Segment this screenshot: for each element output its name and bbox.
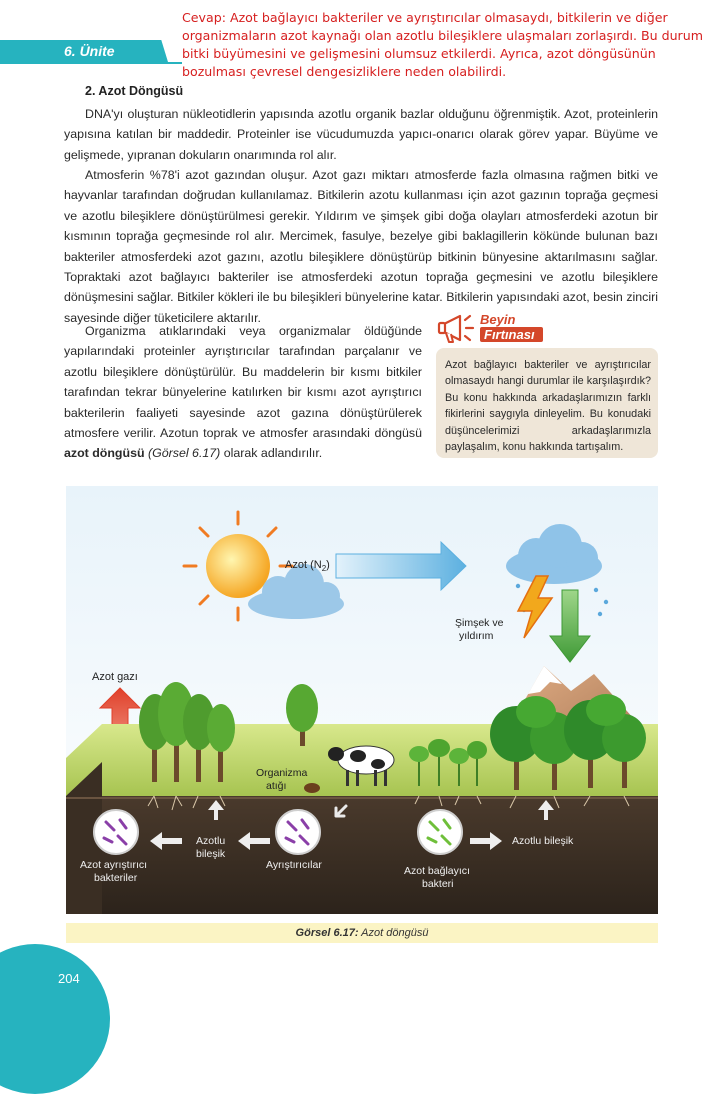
figure-reference: (Görsel 6.17) (147, 446, 221, 461)
organism-waste-label-2: atığı (266, 780, 287, 792)
paragraph-3 (64, 321, 422, 464)
brainstorm-title-2: Fırtınası (480, 327, 543, 342)
paragraph-3-bold: azot döngüsü (64, 446, 145, 461)
lightning-label-1: Şimşek ve (455, 617, 504, 629)
paragraph-3-end: olarak adlandırılır. (220, 446, 323, 461)
unit-tab (0, 40, 180, 62)
unit-label: 6. Ünite (64, 43, 115, 59)
paragraph-3-text: Organizma atıklarındaki veya organizmalar öldüğünde yapılarındaki proteinler ayrıştırıcılar tarafından parçalanır ve azotlu bileşiklere dönüştürülür. Bu maddelerin bir kısmı bitkiler tarafından tekrar bünyelerine katılırken bir kısmı azot ayrıştırıcı bakterilerin faaliyeti sayesinde azot gazına dönüştürülerek atmosfere verilir. Azotun toprak ve atmosfer arasındaki döngüsü (64, 324, 422, 441)
caption-label: Görsel 6.17: (295, 927, 359, 939)
fixing-label-2: bakteri (422, 878, 454, 890)
soil-layer (66, 796, 658, 914)
megaphone-icon (436, 310, 480, 348)
organism-waste-icon (304, 783, 320, 793)
decomposers-label: Ayrıştırıcılar (266, 859, 322, 871)
paragraph-2-text: Atmosferin %78'i azot gazından oluşur. Azot gazı miktarı atmosferde fazla olmasına rağmen bitki ve hayvanlar tarafından doğrudan kullanılamaz. Bitkilerin azotu kullanması için azot gazının toprağa geçmesi ve azotlu bileşiklere dönüştürülmesi gerekir. Yıldırım ve şimşek gibi doğa olayları atmosferdeki azotun bir kısmının toprağa geçmesinde rol alır. Mercimek, fasulye, bezelye gibi baklagillerin kökünde bulunan bazı bakteriler atmosferdeki azot gazını, azotlu bileşiklere dönüştürüp bitkinin bünyesine aktarılmasını sağlar. Topraktaki azot bağlayıcı bakteriler ise atmosferdeki azotun toprağa geçmesini ve azotlu bileşiklere dönüşmesini sağlar. Bitkiler kökleri ile bu bileşikleri bünyelerine katar. Bitkilerin yapısındaki azot, besin zinciri sayesinde diğer tüketicilere aktarılır. (64, 168, 658, 325)
lightning-label-2: yıldırım (459, 630, 494, 642)
organism-waste-label-1: Organizma (256, 767, 308, 779)
paragraph-1-text: DNA'yı oluşturan nükleotidlerin yapısında azotlu organik bazlar olduğunu öğrenmiştik. Azot, proteinlerin yapısına katılan bir maddedir. Proteinler ise vücudumuzda yapıcı-onarıcı olarak görev yapar. Büyüme ve gelişmede, yıpranan dokuların onarımında rol alır. (64, 107, 658, 162)
nitrogen-gas-label: Azot $(N_2)$ (285, 559, 330, 573)
nitrogen-cycle-illustration (66, 486, 658, 914)
answer-text: Cevap: Azot bağlayıcı bakteriler ve ayrıştırıcılar olmasaydı, bitkilerin ve diğer organizmaların azot kaynağı olan azotlu bileşiklere ulaşmaları zorlaşırdı. Bu durum bitki büyümesini ve gelişmesini olumsuz etkilerdi. Ayrıca, azot döngüsünün bozulması çevresel dengesizliklere neden olabilirdi. (182, 10, 703, 79)
denitrifying-label-1: Azot ayrıştırıcı (80, 859, 148, 871)
nitrogen-gas-up-label: Azot gazı (92, 671, 138, 683)
compound-label-1: Azotlu (196, 835, 226, 847)
compound-label-2: bileşik (196, 848, 226, 860)
figure-caption (66, 923, 658, 943)
brainstorm-box (436, 310, 658, 460)
nitrogen-cycle-figure (66, 486, 658, 914)
decomposers-icon (276, 810, 320, 854)
fixing-label-1: Azot bağlayıcı (404, 865, 470, 877)
paragraph-2 (64, 165, 658, 328)
paragraph-1 (64, 104, 658, 165)
compound-right-label: Azotlu bileşik (512, 835, 574, 847)
unit-tab-line (0, 62, 182, 64)
caption-text: Azot döngüsü (358, 927, 429, 939)
page-number: 204 (58, 971, 80, 986)
denitrifying-bacteria-icon (94, 810, 138, 854)
fixing-bacteria-icon (418, 810, 462, 854)
brainstorm-text: Azot bağlayıcı bakteriler ve ayrıştırıcılar olmasaydı hangi durumlar ile karşılaşırdık? Bu konu hakkında arkadaşlarımızın farklı fikirlerini saygıyla dinleyelim. Bu konudaki düşüncelerimizi arkadaşlarımızla paylaşalım, konu hakkında tartışalım. (445, 359, 651, 454)
denitrifying-label-2: bakteriler (94, 872, 138, 884)
brainstorm-title-1: Beyin (480, 312, 516, 327)
page-number-badge (0, 944, 110, 1094)
section-title: 2. Azot Döngüsü (85, 84, 184, 98)
